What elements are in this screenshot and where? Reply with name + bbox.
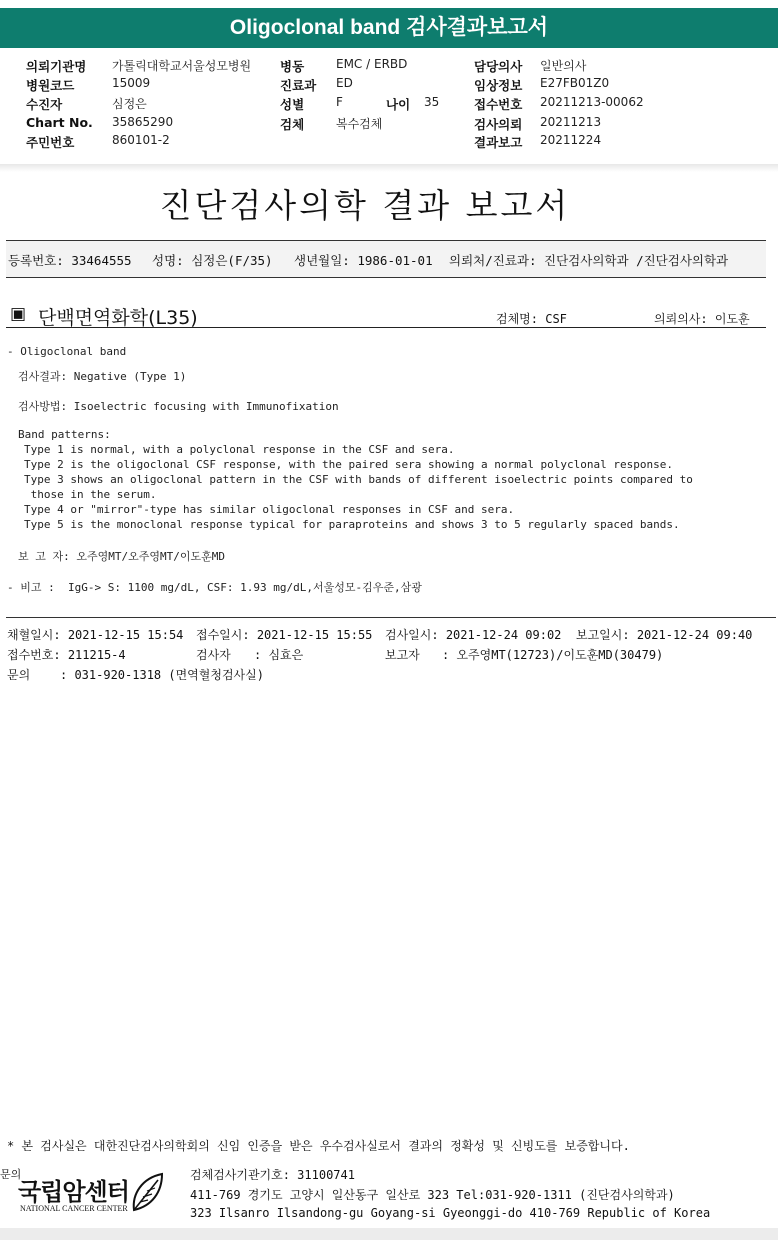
logo-prefix: 문의 — [0, 1168, 22, 1181]
certification-note: * 본 검사실은 대한진단검사의학회의 신임 인증을 받은 우수검사실로서 결과의 정확성 및 신빙도를 보증합니다. — [7, 1139, 630, 1153]
inquiry-value: : 031-920-1318 (면역혈청검사실) — [60, 668, 264, 682]
band-pattern-line: Type 4 or "mirror"-type has similar oligoclonal responses in CSF and sera. — [24, 503, 515, 516]
address-english: 323 Ilsanro Ilsandong-gu Goyang-si Gyeonggi-do 410-769 Republic of Korea — [190, 1206, 711, 1220]
collection-time: 채혈일시: 2021-12-15 15:54 — [7, 628, 184, 642]
label-test-request: 검사의뢰 — [474, 117, 523, 132]
label-specimen: 검체 — [280, 117, 305, 132]
band-patterns-title: Band patterns: — [18, 428, 111, 441]
band-pattern-line: Type 1 is normal, with a polyclonal response in the CSF and sera. — [24, 443, 455, 456]
value-ward: EMC / ERBD — [336, 57, 408, 71]
divider-band — [0, 164, 778, 172]
value-age: 35 — [424, 95, 440, 109]
leaf-logo-icon — [128, 1170, 166, 1214]
label-result-report: 결과보고 — [474, 135, 523, 150]
value-sex: F — [336, 95, 343, 109]
tester-label: 검사자 — [196, 648, 231, 662]
value-institution: 가톨릭대학교서울성모병원 — [112, 59, 252, 73]
band-pattern-line: Type 5 is the monoclonal response typical for paraproteins and shows 3 to 5 regularly spaced bands. — [24, 518, 680, 531]
address-korean: 411-769 경기도 고양시 일산동구 일산로 323 Tel:031-920-1311 (진단검사의학과) — [190, 1188, 675, 1202]
bottom-strip — [0, 1228, 778, 1240]
patient-name: 성명: 심정은(F/35) — [152, 253, 273, 268]
inquiry-label: 문의 — [7, 668, 31, 682]
section-icon: ▣ — [10, 304, 27, 324]
band-pattern-line: Type 2 is the oligoclonal CSF response, with the paired sera showing a normal polyclonal response. — [24, 458, 674, 471]
value-result-report: 20211224 — [540, 133, 602, 147]
value-specimen: 복수검체 — [336, 117, 383, 131]
test-item: - Oligoclonal band — [7, 345, 127, 358]
label-sex: 성별 — [280, 97, 305, 112]
birth-date: 생년월일: 1986-01-01 — [294, 253, 433, 268]
band-pattern-line: those in the serum. — [24, 488, 157, 501]
value-chart-no: 35865290 — [112, 115, 174, 129]
label-resident-no: 주민번호 — [26, 135, 75, 150]
reporter-label: 보고자 — [385, 648, 420, 662]
report-time: 보고일시: 2021-12-24 09:40 — [576, 628, 753, 642]
test-method: 검사방법: Isoelectric focusing with Immunofixation — [18, 400, 339, 413]
remark-line: - 비고 : IgG-> S: 1100 mg/dL, CSF: 1.93 mg/dL,서울성모-김우준,삼광 — [7, 581, 422, 594]
value-patient: 심정은 — [112, 97, 147, 111]
requesting-department: 의뢰처/진료과: 진단검사의학과 /진단검사의학과 — [449, 253, 729, 268]
value-department: ED — [336, 76, 353, 90]
reception-time: 접수일시: 2021-12-15 15:55 — [196, 628, 373, 642]
label-chart-no: Chart No. — [26, 115, 93, 130]
band-pattern-line: Type 3 shows an oligoclonal pattern in the CSF with bands of different isoelectric points compared to — [24, 473, 693, 486]
section-divider — [6, 327, 766, 328]
label-clinical-info: 임상정보 — [474, 78, 523, 93]
value-attending: 일반의사 — [540, 59, 587, 73]
registration-number: 등록번호: 33464555 — [8, 253, 132, 268]
label-hospital-code: 병원코드 — [26, 78, 75, 93]
logo-korean: 국립암센터 — [18, 1177, 129, 1206]
logo-english: NATIONAL CANCER CENTER — [20, 1204, 128, 1213]
label-institution: 의뢰기관명 — [26, 59, 87, 74]
reporter-value: : 오주영MT(12723)/이도훈MD(30479) — [442, 648, 664, 662]
value-test-request: 20211213 — [540, 115, 602, 129]
reception-number: 접수번호: 211215-4 — [7, 648, 126, 662]
report-title-bar: Oligoclonal band 검사결과보고서 — [0, 8, 778, 48]
label-age: 나이 — [386, 97, 411, 112]
value-clinical-info: E27FB01Z0 — [540, 76, 610, 90]
page-title: 진단검사의학 결과 보고서 — [159, 186, 571, 225]
registration-bar — [6, 240, 766, 278]
requesting-doctor: 의뢰의사: 이도훈 — [654, 312, 750, 326]
value-resident-no: 860101-2 — [112, 133, 170, 147]
test-time: 검사일시: 2021-12-24 09:02 — [385, 628, 562, 642]
label-department: 진료과 — [280, 78, 317, 93]
test-result: 검사결과: Negative (Type 1) — [18, 370, 187, 383]
label-patient: 수진자 — [26, 97, 63, 112]
footer-divider — [6, 617, 776, 618]
label-ward: 병동 — [280, 59, 305, 74]
institution-code: 검체검사기관기호: 31100741 — [190, 1168, 355, 1182]
label-attending: 담당의사 — [474, 59, 523, 74]
tester-value: : 심효은 — [254, 648, 304, 662]
value-hospital-code: 15009 — [112, 76, 151, 90]
reporter-line: 보 고 자: 오주영MT/오주영MT/이도훈MD — [18, 550, 225, 563]
label-reception-no: 접수번호 — [474, 97, 523, 112]
specimen-name: 검체명: CSF — [496, 312, 567, 326]
section-title: 단백면역화학(L35) — [38, 307, 198, 329]
value-reception-no: 20211213-00062 — [540, 95, 644, 109]
